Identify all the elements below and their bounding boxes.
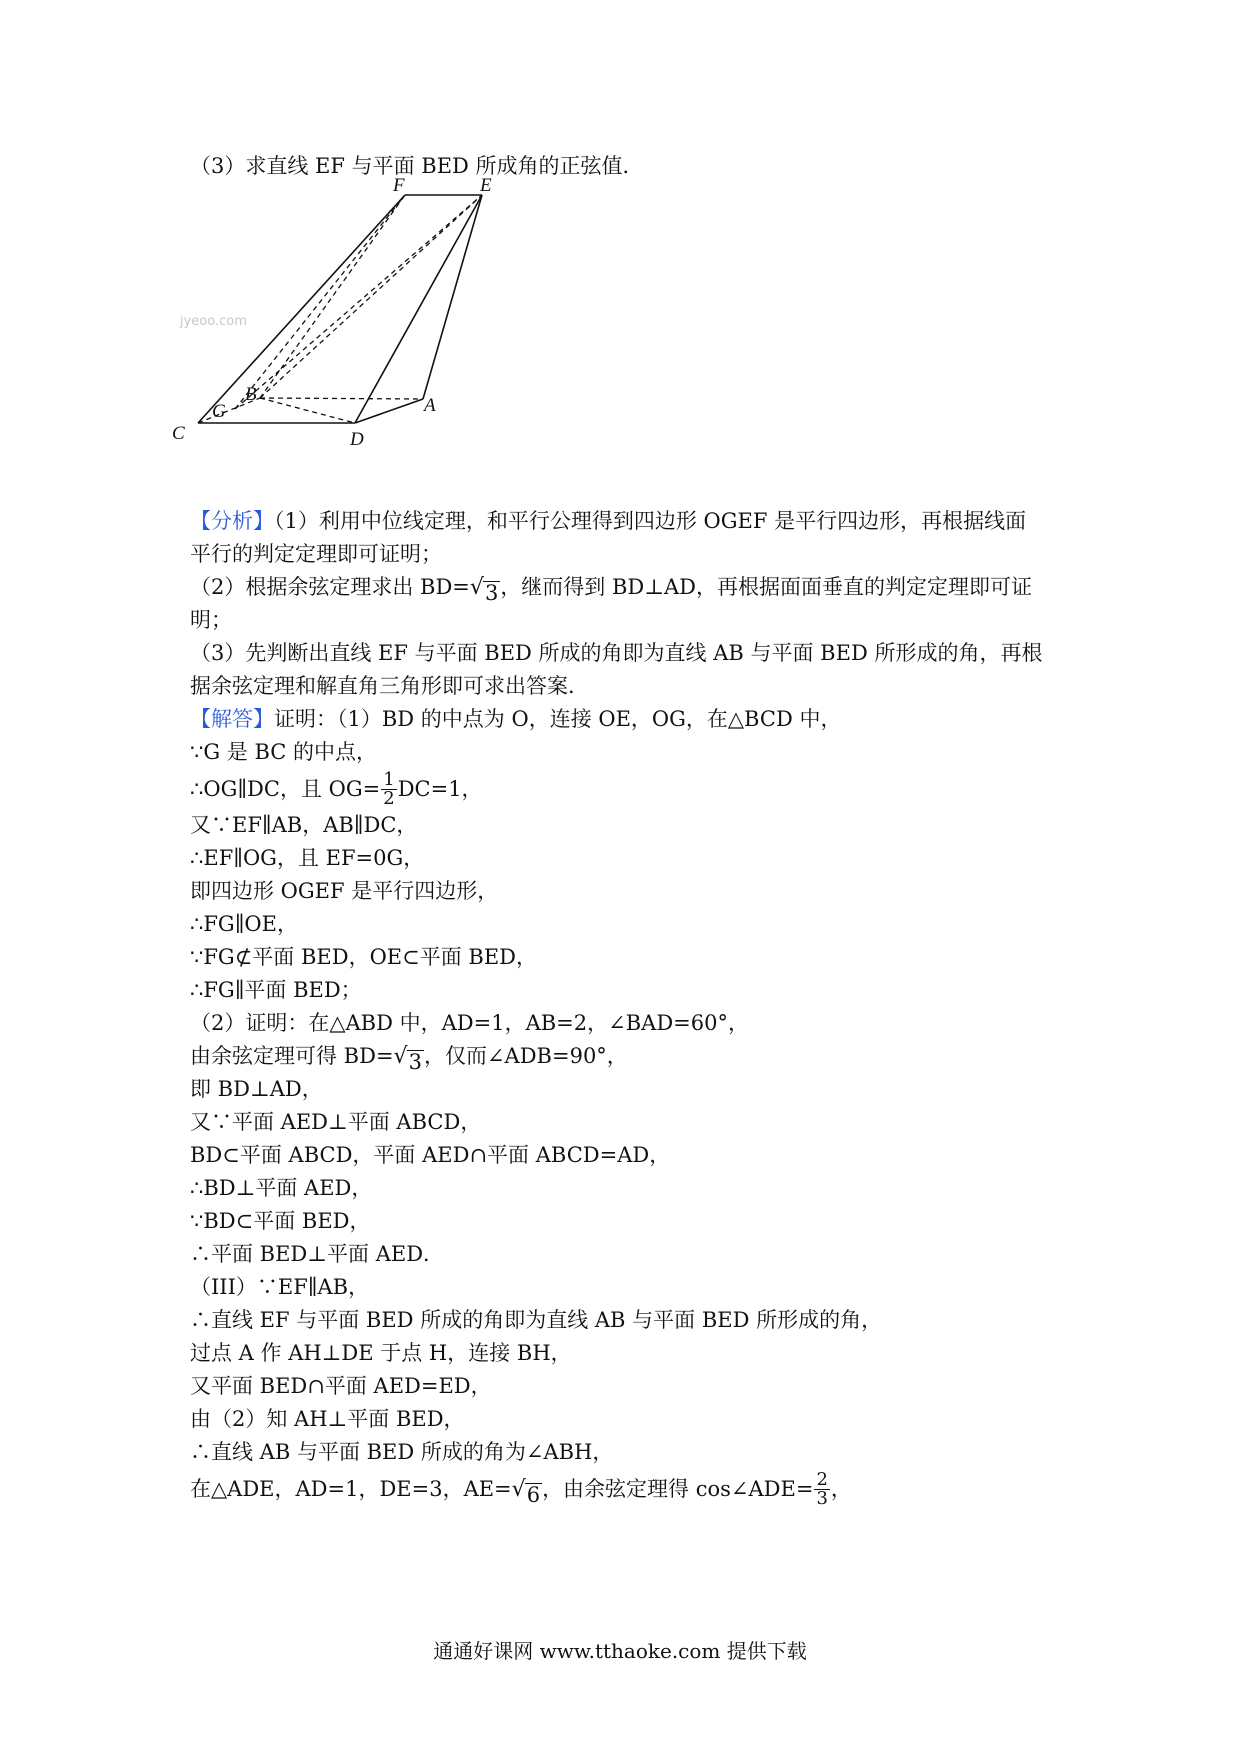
solution-line-17: ∴平面 BED⊥平面 AED． [190, 1242, 445, 1266]
solution-line-12: 即 BD⊥AD， [190, 1077, 323, 1101]
sqrt-arg: 3 [484, 581, 499, 605]
analysis-text-1: （1）利用中位线定理，和平行公理得到四边形 OGEF 是平行四边形，再根据线面 [274, 509, 1027, 533]
sqrt-expression: √ 3 [393, 1044, 422, 1074]
watermark: jyeoo.com [180, 314, 247, 329]
sqrt-expression: √ 3 [469, 575, 499, 605]
analysis-line-5: （3）先判断出直线 EF 与平面 BED 所成的角即为直线 AB 与平面 BED 所形成的角，再根 [190, 641, 1043, 665]
solution-tag: 【解答】 [190, 707, 274, 731]
sqrt-arg: 3 [408, 1050, 422, 1074]
solution-text-3a: ∴OG∥DC，且 OG= [190, 776, 381, 801]
figure-spacer [190, 183, 1070, 505]
fraction-numerator: 2 [816, 1468, 828, 1490]
solution-line-21: 又平面 BED∩平面 AED=ED， [190, 1374, 492, 1398]
solution-text-11b: ，仅而∠ADB=90°， [423, 1044, 628, 1068]
analysis-text-3a: （2）根据余弦定理求出 BD= [190, 575, 470, 599]
solution-line-10: （2）证明：在△ABD 中，AD=1，AB=2，∠BAD=60°， [190, 1011, 749, 1035]
analysis-line-4: 明； [190, 608, 232, 632]
solution-text-1: 证明：（1）BD 的中点为 O，连接 OE，OG，在△BCD 中， [274, 707, 842, 731]
analysis-tag: 【分析】 [190, 509, 274, 533]
fraction [814, 1468, 829, 1509]
solution-line-15: ∴BD⊥平面 AED， [190, 1176, 373, 1200]
fraction-denominator: 2 [383, 787, 395, 809]
solution-line-11 [190, 1040, 1070, 1073]
solution-line-1 [190, 703, 1070, 736]
solution-line-9: ∴FG∥平面 BED； [190, 978, 362, 1002]
solution-line-18: （III）∵EF∥AB， [190, 1275, 370, 1299]
question-3: （3）求直线 EF 与平面 BED 所成角的正弦值． [190, 154, 644, 178]
content [190, 150, 1070, 1509]
solution-line-4: 又∵EF∥AB，AB∥DC， [190, 813, 418, 837]
fraction-numerator: 1 [383, 768, 395, 790]
sqrt-arg: 6 [526, 1482, 541, 1507]
label-A: A [424, 395, 436, 416]
solution-line-23: ∴直线 AB 与平面 BED 所成的角为∠ABH， [190, 1440, 614, 1464]
solution-text-24b: ，由余弦定理得 cos∠ADE= [542, 1476, 814, 1501]
analysis-line-6: 据余弦定理和解直角三角形即可求出答案． [190, 674, 589, 698]
label-C: C [172, 423, 185, 444]
analysis-line-2: 平行的判定定理即可证明； [190, 542, 442, 566]
label-F: F [393, 175, 405, 196]
solution-text-11a: 由余弦定理可得 BD= [190, 1044, 394, 1068]
page-footer: 通通好课网 www.tthaoke.com 提供下载 [433, 1639, 807, 1663]
label-B: B [245, 384, 257, 405]
sqrt-expression: √ 6 [511, 1476, 541, 1507]
solution-line-19: ∴直线 EF 与平面 BED 所成的角即为直线 AB 与平面 BED 所形成的角， [190, 1308, 883, 1332]
solution-line-13: 又∵平面 AED⊥平面 ABCD， [190, 1110, 482, 1134]
label-E: E [480, 175, 492, 196]
solution-line-7: ∴FG∥OE， [190, 912, 298, 936]
solution-line-2: ∵G 是 BC 的中点， [190, 740, 378, 764]
solution-line-6: 即四边形 OGEF 是平行四边形， [190, 879, 499, 903]
solution-text-3b: DC=1， [397, 776, 483, 801]
solution-line-5: ∴EF∥OG，且 EF=0G， [190, 846, 425, 870]
analysis-line-1 [190, 505, 1070, 538]
solution-line-16: ∵BD⊂平面 BED， [190, 1209, 371, 1233]
label-G: G [212, 401, 226, 422]
solution-line-14: BD⊂平面 ABCD，平面 AED∩平面 ABCD=AD， [190, 1143, 671, 1167]
solution-line-24 [190, 1469, 1070, 1509]
solution-text-24a: 在△ADE，AD=1，DE=3，AE= [190, 1476, 512, 1501]
solution-text-24c: ， [830, 1476, 852, 1501]
solution-line-20: 过点 A 作 AH⊥DE 于点 H，连接 BH， [190, 1341, 572, 1365]
solution-line-22: 由（2）知 AH⊥平面 BED， [190, 1407, 465, 1431]
solution-line-3 [190, 769, 1070, 809]
label-D: D [350, 429, 364, 450]
solution-line-8: ∵FG⊄平面 BED，OE⊂平面 BED， [190, 945, 537, 969]
analysis-text-3b: ，继而得到 BD⊥AD，再根据面面垂直的判定定理即可证 [500, 575, 1033, 599]
fraction [381, 768, 396, 809]
fraction-denominator: 3 [816, 1487, 828, 1509]
analysis-line-3 [190, 571, 1070, 604]
